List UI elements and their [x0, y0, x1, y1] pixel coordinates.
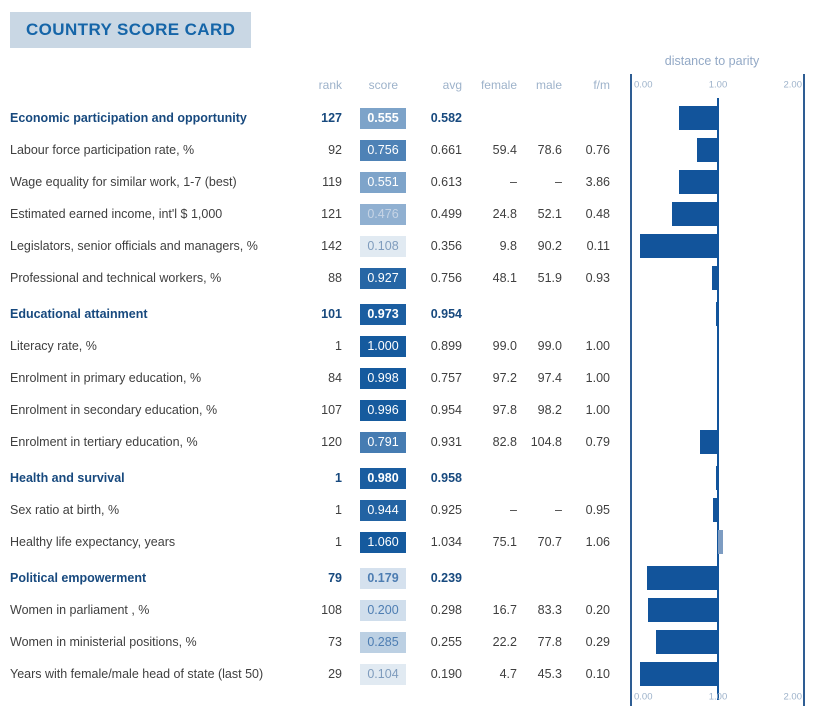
chart-title: distance to parity [664, 54, 760, 68]
score-cell [342, 236, 406, 257]
male-value: 52.1 [537, 207, 562, 221]
row-label: Political empowerment [10, 571, 147, 585]
table-row [0, 594, 814, 626]
section-row [0, 102, 814, 134]
column-header-score: score [368, 78, 398, 92]
fm-value: 0.95 [585, 503, 610, 517]
avg-value: 0.255 [430, 635, 462, 649]
male-value: 77.8 [537, 635, 562, 649]
score-badge: 0.104 [360, 664, 406, 685]
table-row [0, 330, 814, 362]
rank-value: 121 [321, 207, 342, 221]
row-label: Enrolment in primary education, % [10, 371, 202, 385]
score-cell [342, 140, 406, 161]
score-cell [342, 108, 406, 129]
rank-value: 127 [321, 111, 342, 125]
row-label: Health and survival [10, 471, 125, 485]
rank-value: 1 [335, 471, 342, 485]
female-value: 82.8 [492, 435, 517, 449]
section-row [0, 562, 814, 594]
female-value: 75.1 [492, 535, 517, 549]
chart-bottom-axis-row [0, 690, 814, 704]
distance-bar-cell [610, 658, 814, 690]
score-cell [342, 204, 406, 225]
female-value: – [510, 175, 517, 189]
avg-value: 0.954 [430, 403, 462, 417]
avg-value: 0.190 [430, 667, 462, 681]
row-label: Legislators, senior officials and managers, % [10, 239, 258, 253]
page-title: COUNTRY SCORE CARD [10, 12, 251, 48]
over-parity-bar [718, 530, 723, 554]
axis-tick-bottom-0: 0.00 [634, 691, 653, 703]
female-value: 97.2 [492, 371, 517, 385]
female-value: 97.8 [492, 403, 517, 417]
column-header-rank: rank [318, 78, 342, 92]
distance-bar-cell [610, 594, 814, 626]
score-cell [342, 172, 406, 193]
axis-tick-top-2: 2.00 [783, 79, 802, 91]
avg-value: 1.034 [430, 535, 462, 549]
distance-bar-cell [610, 230, 814, 262]
rank-value: 1 [335, 535, 342, 549]
rank-value: 84 [328, 371, 342, 385]
rank-value: 119 [322, 175, 342, 189]
row-label: Professional and technical workers, % [10, 271, 222, 285]
row-label: Years with female/male head of state (last 50) [10, 667, 264, 681]
fm-value: 1.00 [585, 371, 610, 385]
score-badge: 0.108 [360, 236, 406, 257]
avg-value: 0.356 [430, 239, 462, 253]
rank-value: 107 [321, 403, 342, 417]
score-badge: 0.973 [360, 304, 406, 325]
chart-top-axis [610, 72, 814, 98]
row-label: Wage equality for similar work, 1-7 (best) [10, 175, 237, 189]
score-badge: 0.285 [360, 632, 406, 653]
table-row [0, 230, 814, 262]
rank-value: 1 [335, 503, 342, 517]
avg-value: 0.298 [430, 603, 462, 617]
fm-value: 1.06 [585, 535, 610, 549]
score-cell [342, 304, 406, 325]
score-badge: 0.996 [360, 400, 406, 421]
distance-bar-cell [610, 426, 814, 458]
axis-tick-bottom-2: 2.00 [783, 691, 802, 703]
score-cell [342, 336, 406, 357]
male-value: 104.8 [530, 435, 562, 449]
male-value: 51.9 [537, 271, 562, 285]
rank-value: 142 [321, 239, 342, 253]
avg-value: 0.931 [430, 435, 462, 449]
score-badge: 1.060 [360, 532, 406, 553]
distance-bar-cell [610, 134, 814, 166]
row-label: Enrolment in tertiary education, % [10, 435, 198, 449]
column-header-fm: f/m [593, 78, 610, 92]
avg-value: 0.954 [430, 307, 462, 321]
score-cell [342, 368, 406, 389]
avg-value: 0.661 [430, 143, 462, 157]
rank-value: 1 [335, 339, 342, 353]
score-badge: 0.551 [360, 172, 406, 193]
table-row [0, 134, 814, 166]
row-label: Sex ratio at birth, % [10, 503, 120, 517]
distance-to-parity-bar [716, 466, 718, 490]
distance-bar-cell [610, 494, 814, 526]
score-badge: 0.998 [360, 368, 406, 389]
row-label: Literacy rate, % [10, 339, 97, 353]
score-cell [342, 600, 406, 621]
score-cell [342, 432, 406, 453]
fm-value: 1.00 [585, 339, 610, 353]
avg-value: 0.899 [430, 339, 462, 353]
distance-to-parity-bar [640, 662, 718, 686]
distance-to-parity-bar [700, 430, 718, 454]
row-label: Educational attainment [10, 307, 148, 321]
score-cell [342, 664, 406, 685]
score-badge: 1.000 [360, 336, 406, 357]
rank-value: 79 [328, 571, 342, 585]
score-cell [342, 268, 406, 289]
score-badge: 0.980 [360, 468, 406, 489]
distance-to-parity-bar [648, 598, 718, 622]
distance-to-parity-bar [679, 170, 718, 194]
distance-bar-cell [610, 298, 814, 330]
male-value: – [555, 503, 562, 517]
table-row [0, 198, 814, 230]
score-badge: 0.756 [360, 140, 406, 161]
row-label: Economic participation and opportunity [10, 111, 247, 125]
avg-value: 0.925 [430, 503, 462, 517]
table-row [0, 166, 814, 198]
female-value: 99.0 [492, 339, 517, 353]
fm-value: 1.00 [585, 403, 610, 417]
rank-value: 120 [321, 435, 342, 449]
score-badge: 0.944 [360, 500, 406, 521]
fm-value: 0.20 [585, 603, 610, 617]
distance-to-parity-bar [656, 630, 718, 654]
row-label: Labour force participation rate, % [10, 143, 195, 157]
male-value: 83.3 [537, 603, 562, 617]
male-value: 90.2 [537, 239, 562, 253]
distance-to-parity-bar [716, 302, 718, 326]
male-value: 98.2 [537, 403, 562, 417]
section-row [0, 298, 814, 330]
distance-bar-cell [610, 526, 814, 558]
distance-to-parity-bar [713, 498, 718, 522]
distance-to-parity-bar [647, 566, 718, 590]
axis-tick-top-1: 1.00 [708, 79, 728, 91]
distance-to-parity-bar [712, 266, 718, 290]
table-row [0, 394, 814, 426]
rank-value: 29 [328, 667, 342, 681]
distance-bar-cell [610, 262, 814, 294]
female-value: 48.1 [492, 271, 517, 285]
avg-value: 0.756 [430, 271, 462, 285]
score-cell [342, 400, 406, 421]
row-label: Estimated earned income, int'l $ 1,000 [10, 207, 223, 221]
row-label: Healthy life expectancy, years [10, 535, 176, 549]
avg-value: 0.582 [430, 111, 462, 125]
table-row [0, 658, 814, 690]
column-header-avg: avg [442, 78, 462, 92]
score-cell [342, 468, 406, 489]
table-row [0, 362, 814, 394]
avg-value: 0.958 [430, 471, 462, 485]
avg-value: 0.757 [430, 371, 462, 385]
distance-to-parity-bar [672, 202, 718, 226]
fm-value: 0.29 [585, 635, 610, 649]
distance-to-parity-bar [640, 234, 718, 258]
score-badge: 0.555 [360, 108, 406, 129]
column-header-male: male [535, 78, 562, 92]
male-value: 99.0 [537, 339, 562, 353]
row-label: Enrolment in secondary education, % [10, 403, 218, 417]
rank-value: 101 [321, 307, 342, 321]
female-value: 59.4 [492, 143, 517, 157]
distance-bar-cell [610, 330, 814, 362]
fm-value: 0.48 [585, 207, 610, 221]
female-value: 9.8 [499, 239, 517, 253]
distance-bar-cell [610, 102, 814, 134]
table-body [0, 102, 814, 690]
distance-bar-cell [610, 166, 814, 198]
fm-value: 3.86 [585, 175, 610, 189]
score-cell [342, 532, 406, 553]
score-badge: 0.476 [360, 204, 406, 225]
rank-value: 92 [328, 143, 342, 157]
avg-value: 0.499 [430, 207, 462, 221]
avg-value: 0.239 [430, 571, 462, 585]
table-row [0, 426, 814, 458]
distance-to-parity-bar [697, 138, 718, 162]
fm-value: 0.79 [585, 435, 610, 449]
female-value: 22.2 [492, 635, 517, 649]
fm-value: 0.76 [585, 143, 610, 157]
female-value: 24.8 [492, 207, 517, 221]
avg-value: 0.613 [430, 175, 462, 189]
axis-tick-bottom-1: 1.00 [708, 691, 728, 703]
distance-to-parity-bar [679, 106, 718, 130]
row-label: Women in ministerial positions, % [10, 635, 197, 649]
male-value: 97.4 [537, 371, 562, 385]
rank-value: 73 [328, 635, 342, 649]
female-value: – [510, 503, 517, 517]
fm-value: 0.93 [585, 271, 610, 285]
score-badge: 0.200 [360, 600, 406, 621]
rank-value: 108 [321, 603, 342, 617]
fm-value: 0.11 [586, 239, 610, 253]
distance-bar-cell [610, 462, 814, 494]
score-table [0, 72, 814, 704]
section-row [0, 462, 814, 494]
score-badge: 0.927 [360, 268, 406, 289]
score-cell [342, 632, 406, 653]
score-cell [342, 500, 406, 521]
male-value: 45.3 [537, 667, 562, 681]
column-header-female: female [480, 78, 517, 92]
chart-bottom-axis [610, 690, 814, 704]
male-value: 78.6 [537, 143, 562, 157]
row-label: Women in parliament , % [10, 603, 150, 617]
distance-bar-cell [610, 362, 814, 394]
table-row [0, 494, 814, 526]
column-header-row [0, 72, 814, 98]
table-row [0, 526, 814, 558]
score-cell [342, 568, 406, 589]
table-row [0, 626, 814, 658]
score-badge: 0.791 [360, 432, 406, 453]
axis-tick-top-0: 0.00 [634, 79, 653, 91]
distance-bar-cell [610, 198, 814, 230]
fm-value: 0.10 [585, 667, 610, 681]
male-value: 70.7 [537, 535, 562, 549]
male-value: – [555, 175, 562, 189]
distance-bar-cell [610, 394, 814, 426]
female-value: 16.7 [492, 603, 517, 617]
female-value: 4.7 [499, 667, 517, 681]
score-badge: 0.179 [360, 568, 406, 589]
rank-value: 88 [328, 271, 342, 285]
table-row [0, 262, 814, 294]
distance-bar-cell [610, 562, 814, 594]
distance-bar-cell [610, 626, 814, 658]
